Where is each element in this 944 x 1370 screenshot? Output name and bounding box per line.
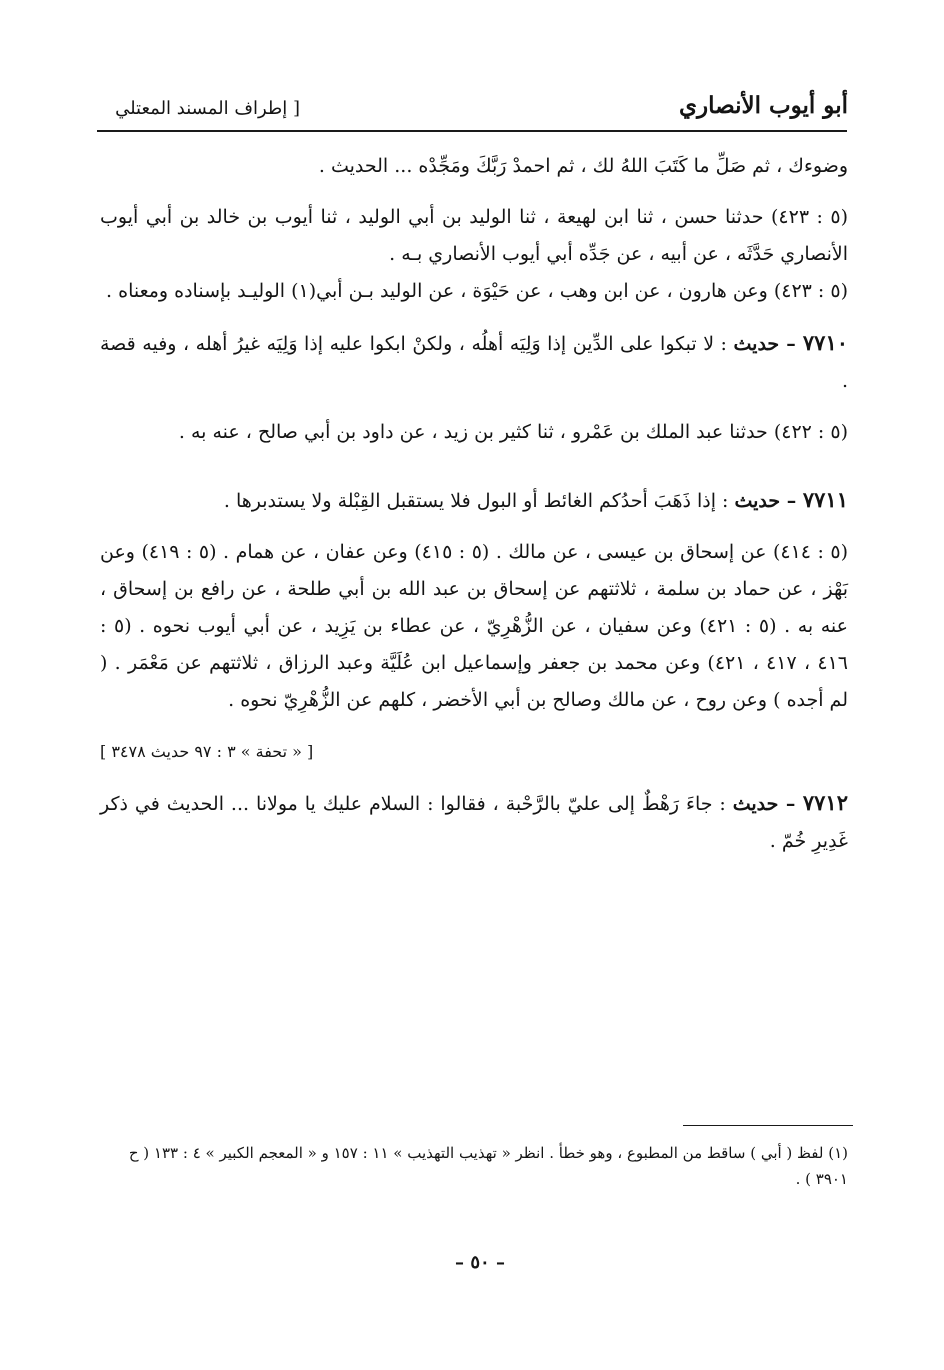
isnad-paragraph: (٥ : ٤٢٣) وعن هارون ، عن ابن وهب ، عن حَيْوَة ، عن الوليد بـن أبي(١) الوليـد بإسناده ومعناه . (106, 280, 848, 302)
hadith-text: : لا تبكوا على الدِّين إذا وَلِيَه أهلُه ، ولكنْ ابكوا عليه إذا وَلِيَه غيرُ أهله ، وفيه قصة . (100, 333, 848, 392)
isnad-paragraph: (٥ : ٤٢٣) حدثنا حسن ، ثنا ابن لهيعة ، ثنا الوليد بن أبي الوليد ، ثنا أيوب بن خالد بن أبي أيوب الأنصاري حَدَّثَه ، عن أبيه ، عن جَدِّه أبي أيوب الأنصاري بـه . (100, 206, 848, 265)
hadith-label: حديث (732, 793, 779, 815)
hadith-text: : إذا ذَهَبَ أحدُكم الغائط أو البول فلا يستقبل القِبْلة ولا يستدبرها . (223, 490, 735, 512)
tuhfa-reference: [ « تحفة » ٣ : ٩٧ حديث ٣٤٧٨ ] (100, 742, 314, 761)
running-title: أبو أيوب الأنصاري (679, 92, 848, 119)
hadith-entry: ٧٧١٠ – حديث : لا تبكوا على الدِّين إذا وَلِيَه أهلُه ، ولكنْ ابكوا عليه إذا وَلِيَه غيرُ أهله ، وفيه قصة . (100, 330, 849, 392)
isnad-paragraph: (٥ : ٤٢٢) حدثنا عبد الملك بن عَمْرو ، ثنا كثير بن زيد ، عن داود بن أبي صالح ، عنه به . (178, 421, 848, 443)
main-text (100, 148, 848, 860)
hadith-label: حديث (733, 333, 780, 355)
continuation-line: وضوءك ، ثم صَلِّ ما كَتَبَ اللهُ لك ، ثم احمدْ رَبَّكَ ومَجِّدْه ... الحديث . (318, 155, 848, 177)
footnote-rule (683, 1125, 853, 1126)
page-number: – ٥٠ – (455, 1252, 505, 1273)
hadith-number: ٧٧١٠ (802, 330, 849, 355)
hadith-label: حديث (734, 490, 781, 512)
isnad-paragraph: (٥ : ٤١٤) عن إسحاق بن عيسى ، عن مالك . (٥ : ٤١٥) وعن عفان ، عن همام . (٥ : ٤١٩) وعن بَهْز ، عن حماد بن سلمة ، ثلاثتهم عن إسحاق بن عبد الله بن أبي طلحة ، عن رافع بن إسحاق ، عنه به . (٥ : ٤٢١) وعن سفيان ، عن الزُّهْرِيّ ، عن عطاء بن يَزِيد ، عن أبي أيوب نحوه . (٥ : ٤١٦ ، ٤١٧ ، ٤٢١) وعن محمد بن جعفر وإسماعيل ابن عُلَيَّة وعبد الرزاق ، ثلاثتهم عن مَعْمَر . ( لم أجده ) وعن روح ، عن مالك وصالح بن أبي الأخضر ، كلهم عن الزُّهْرِيّ نحوه . (100, 541, 849, 711)
header-rule (97, 130, 847, 132)
hadith-number: ٧٧١٢ (802, 790, 848, 815)
hadith-text: : جاءَ رَهْطٌ إلى عليّ بالرَّحْبة ، فقالوا : السلام عليك يا مولانا ... الحديث في ذكر غَدِيرِ خُمّ . (100, 793, 848, 852)
hadith-entry: ٧٧١٢ – حديث : جاءَ رَهْطٌ إلى عليّ بالرَّحْبة ، فقالوا : السلام عليك يا مولانا ... الحديث في ذكر غَدِيرِ خُمّ . (100, 790, 848, 852)
hadith-entry: ٧٧١١ – حديث : إذا ذَهَبَ أحدُكم الغائط أو البول فلا يستقبل القِبْلة ولا يستدبرها . (223, 487, 848, 512)
book-title: [ إطراف المسند المعتلي (115, 98, 300, 119)
footnote (100, 1140, 848, 1192)
footnote-text: (١) لفظ ( أبي ) ساقط من المطبوع ، وهو خطأ . انظر « تهذيب التهذيب » ١١ : ١٥٧ و « المعجم الكبير » ٤ : ١٣٣ ( ح ٣٩٠١ ) . (128, 1144, 848, 1188)
hadith-number: ٧٧١١ (802, 487, 848, 512)
